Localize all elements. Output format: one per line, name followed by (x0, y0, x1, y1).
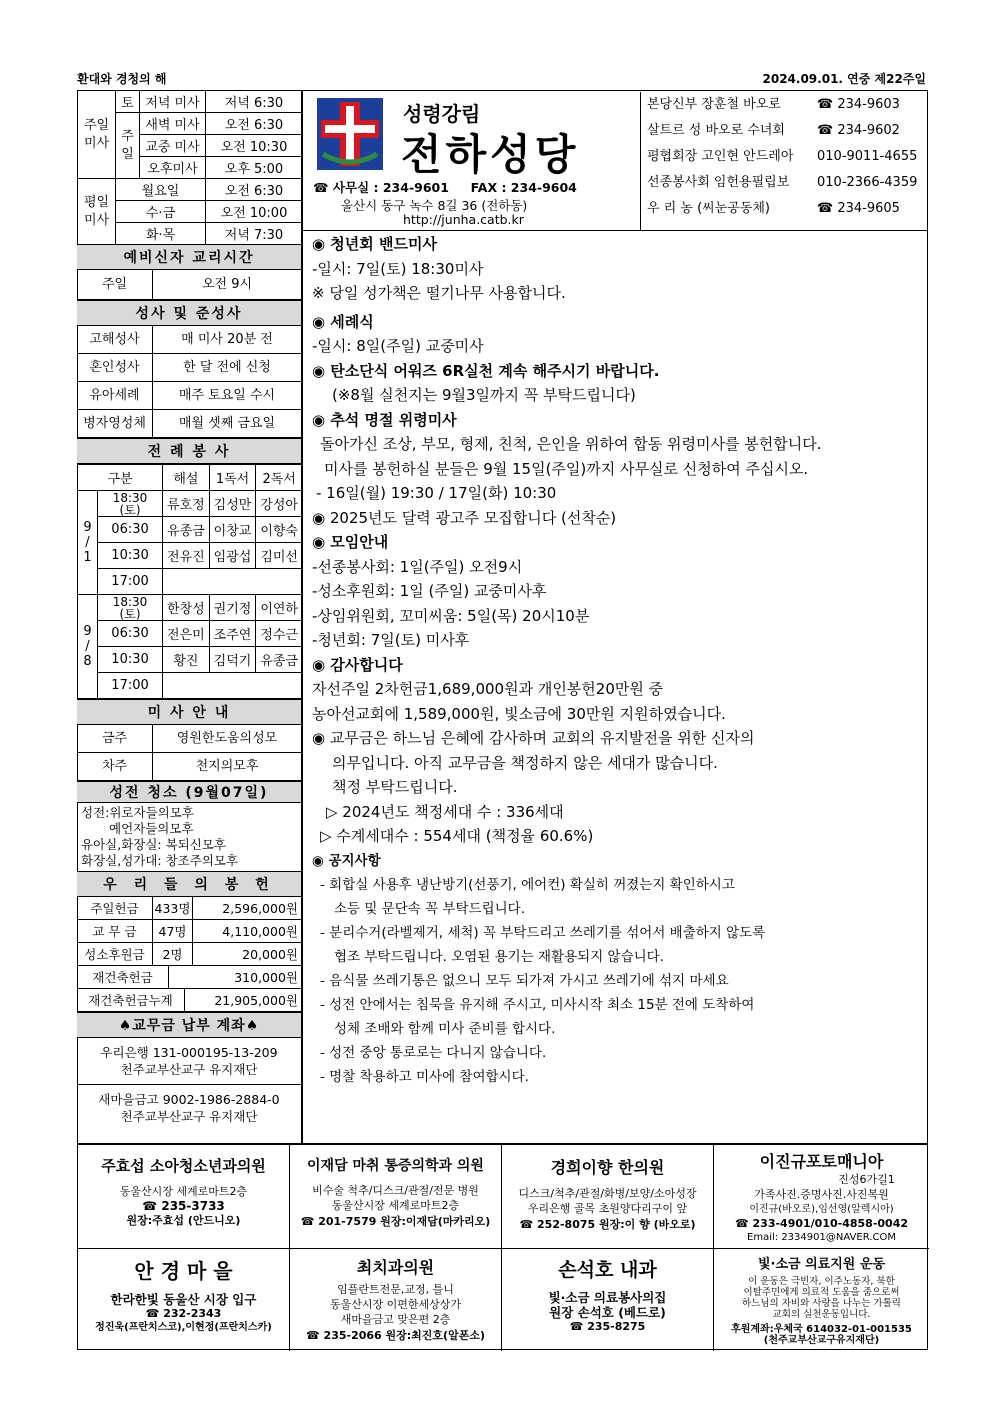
offering-amount: 2,596,000원 (222, 901, 298, 916)
notice-title: ◉ 감사합니다 (312, 655, 403, 674)
offering-amount: 4,110,000원 (222, 924, 298, 939)
contact-row (641, 170, 928, 196)
ad-light-salt (714, 1249, 929, 1351)
contact-name: 선종봉사회 임헌용필립보 (647, 175, 790, 190)
notice-line: 미사를 봉헌하실 분들은 9월 15일(주일)까지 사무실로 신청하여 주십시오. (324, 459, 809, 478)
ad-title: 이재담 마취 통증의학과 의원 (307, 1158, 484, 1174)
ad-text: 교회의 실천운동입니다. (772, 1309, 871, 1320)
ad-text: 이진규(바오로),임선영(알렉시아) (749, 1204, 894, 1215)
ad-dental (290, 1249, 502, 1351)
contact-phone: 010-9011-4655 (817, 149, 918, 164)
contact-row (641, 92, 928, 118)
account-holder: 천주교부산교구 유지재단 (120, 1062, 258, 1077)
mass-day: 화·목 (116, 223, 206, 245)
church-office: ☎ 사무실 : 234-9601 FAX : 234-9604 (313, 180, 577, 195)
contact-phone: 010-2366-4359 (817, 175, 918, 190)
liturgy-table (77, 464, 303, 699)
contact-row (641, 144, 928, 170)
mass-time: 오전 6:30 (206, 113, 303, 135)
ad-text: 동울산시장 세계로마트2층 (331, 1199, 460, 1212)
ad-phone: ☎ 235-2066 원장:최진호(알폰소) (306, 1329, 485, 1342)
liturgy-cell: 정수근 (256, 621, 303, 647)
cleaning-list (77, 803, 301, 871)
mass-info-value: 영원한도움의성모 (176, 731, 278, 746)
church-url[interactable]: http://junha.catb.kr (403, 212, 524, 227)
notice-line: 의무입니다. 아직 교무금을 책정하지 않은 세대가 많습니다. (332, 753, 718, 772)
account-number: 새마을금고 9002-1986-2884-0 (98, 1092, 280, 1107)
church-address: 울산시 동구 녹수 8길 36 (전하동) (341, 198, 528, 213)
liturgy-time: 06:30 (98, 621, 163, 647)
mass-name: 오후미사 (140, 157, 206, 179)
ad-phone: ☎ 252-8075 원장:이 향 (바오로) (519, 1218, 696, 1231)
contact-phone: ☎ 234-9602 (817, 123, 900, 138)
liturgy-cell: 류호정 (163, 491, 210, 517)
offering-key: 재건축헌금누계 (77, 989, 185, 1011)
cleaning-line: 성전:위로자들의모후 (81, 805, 194, 820)
mass-name: 교중 미사 (140, 135, 206, 157)
sacrament-info: 한 달 전에 신청 (183, 360, 271, 375)
notice-line: - 성전 중앙 통로로는 다니지 않습니다. (320, 1044, 547, 1061)
contact-name: 살트르 성 바오로 수녀회 (647, 123, 785, 138)
ad-phone: ☎ 235-3733 (142, 1199, 225, 1213)
ad-optician (78, 1249, 290, 1351)
mass-day: 수·금 (116, 201, 206, 223)
liturgy-cell: 한창성 (163, 595, 210, 621)
ad-text: 가족사진.증명사진.사진복원 (754, 1188, 889, 1201)
notice-line: (※8월 실천지는 9월3일까지 꼭 부탁드립니다) (332, 386, 636, 404)
liturgy-title: 전 례 봉 사 (77, 438, 301, 464)
ad-text: 원장 손석호 (베드로) (549, 1305, 666, 1320)
liturgy-cell: 김덕기 (209, 647, 256, 673)
contact-phone: ☎ 234-9605 (817, 201, 900, 216)
offering-key: 재건축헌금 (77, 966, 169, 988)
ad-text: 임플란트전문,교정, 틀니 (337, 1283, 454, 1296)
liturgy-time: 10:30 (98, 543, 163, 569)
ads-section (77, 1144, 928, 1350)
notice-line: -일시: 7일(토) 18:30미사 (312, 259, 484, 278)
notice-line: - 명찰 착용하고 미사에 참여합시다. (320, 1068, 529, 1085)
ad-text: 새마을금고 맞은편 2층 (340, 1313, 451, 1326)
notice-line: -선종봉사회: 1일(주일) 오전9시 (312, 557, 523, 576)
liturgy-cell: 김미선 (256, 543, 303, 569)
notice-line: ※ 당일 성가책은 떨기나무 사용합니다. (312, 284, 566, 302)
offering-count: 47명 (153, 920, 193, 942)
notice-line: 자선주일 2차헌금1,689,000원과 개인봉헌20만원 중 (312, 680, 664, 698)
ad-title: 이진규포토매니아 (759, 1152, 884, 1171)
mass-time: 오전 10:30 (206, 135, 303, 157)
mass-name: 새벽 미사 (140, 113, 206, 135)
ad-text: 비수술 척추/디스크/관절/전문 병원 (312, 1184, 479, 1197)
notice-title: ◉ 청년회 밴드미사 (312, 235, 437, 253)
liturgy-cell: 이창교 (209, 517, 256, 543)
contact-name: 평협회장 고인현 안드레아 (647, 149, 794, 164)
offering-amount: 310,000원 (234, 970, 298, 985)
account-number: 우리은행 131-000195-13-209 (100, 1045, 278, 1060)
notice-title: ◉ 탄소단식 어워즈 6R실천 계속 해주시기 바랍니다. (312, 361, 660, 380)
ad-text: 동울산시장 이편한세상상가 (329, 1298, 461, 1311)
ad-phone: ☎ 201-7579 원장:이재담(마카리오) (300, 1215, 491, 1228)
sacrament-name: 병자영성체 (77, 410, 153, 437)
cleaning-line: 예언자들의모후 (109, 821, 194, 836)
ad-text: 진성6가길1 (838, 1173, 895, 1186)
liturgy-time: 10:30 (98, 647, 163, 673)
notice-line: ▷ 2024년도 책정세대 수 : 336세대 (326, 802, 564, 821)
offering-key: 주일헌금 (77, 897, 153, 919)
liturgy-cell: 권기정 (209, 595, 256, 621)
offering-amount: 21,905,000원 (214, 993, 298, 1008)
offering-amount: 20,000원 (242, 947, 298, 962)
notice-line: -성소후원회: 1일 (주일) 교중미사후 (312, 582, 547, 600)
notice-line: 농아선교회에 1,589,000원, 빛소금에 30만원 지원하였습니다. (312, 704, 726, 723)
liturgy-date: 9 / 8 (78, 595, 98, 699)
notice-title: ◉ 공지사항 (312, 852, 381, 869)
liturgy-cell: 전유진 (163, 543, 210, 569)
liturgy-cell-empty (163, 673, 303, 699)
notice-line: -청년회: 7일(토) 미사후 (312, 631, 470, 649)
liturgy-time: 17:00 (98, 673, 163, 699)
notice-line: 협조 부탁드립니다. 오염된 용기는 재활용되지 않습니다. (334, 948, 664, 965)
mass-time: 오전 10:00 (206, 201, 303, 223)
sacrament-info: 매월 셋째 금요일 (178, 416, 276, 431)
sunday-label: 주 일 (116, 113, 140, 179)
liturgy-cell: 유종금 (163, 517, 210, 543)
liturgy-cell: 유종금 (256, 647, 303, 673)
mass-info-key: 금주 (77, 725, 153, 752)
notice-line: -일시: 8일(주일) 교중미사 (312, 337, 484, 355)
ad-pediatrics (78, 1145, 290, 1249)
ad-text: 동울산시장 세계로마트2층 (119, 1185, 248, 1198)
cleaning-line: 유아실,화장실: 복되신모후 (81, 837, 226, 852)
mass-name: 저녁 미사 (140, 91, 206, 113)
notice-line: - 분리수거(라벨제거, 세척) 꼭 부탁드리고 쓰레기를 섞어서 배출하지 않도록 (320, 924, 766, 941)
liturgy-cell: 전은미 (163, 621, 210, 647)
contact-row (641, 118, 928, 144)
liturgy-cell: 김성만 (209, 491, 256, 517)
notice-line: - 음식물 쓰레기통은 없으니 모두 되가져 가시고 쓰레기에 섞지 마세요 (320, 972, 729, 989)
contact-row (641, 196, 928, 222)
offering-key: 성소후원금 (77, 943, 153, 965)
liturgy-cell: 이연하 (256, 595, 303, 621)
mass-time: 저녁 6:30 (206, 91, 303, 113)
cleaning-line: 화장실,성가대: 창조주의모후 (81, 853, 239, 868)
mass-day: 월요일 (116, 179, 206, 201)
liturgy-cell-empty (163, 569, 303, 595)
contact-name: 본당신부 장훈철 바오로 (647, 97, 781, 112)
notice-line: 책정 부탁드립니다. (332, 778, 458, 796)
liturgy-time: 06:30 (98, 517, 163, 543)
offering-count: 433명 (153, 897, 193, 919)
ad-title: 안 경 마 을 (134, 1259, 233, 1283)
ad-pain-clinic (290, 1145, 502, 1249)
account-holder: 천주교부산교구 유지재단 (120, 1109, 258, 1124)
ad-text: 원장:주효섭 (안드니오) (126, 1214, 241, 1227)
ad-text: 한라한빛 동울산 시장 입구 (110, 1292, 257, 1307)
liturgy-cell: 황진 (163, 647, 210, 673)
ad-account: 후원계좌:우체국 614032-01-001535 (731, 1324, 912, 1335)
notice-line: 성체 조배와 함께 미사 준비를 합시다. (334, 1020, 556, 1037)
contact-name: 우 리 농 (씨눈공동체) (647, 201, 771, 216)
sacrament-name: 유아세례 (77, 382, 153, 409)
sacraments-title: 성사 및 준성사 (77, 300, 301, 326)
ad-text: (천주교부산교구유지재단) (763, 1335, 880, 1346)
church-header (305, 92, 637, 230)
offering-key: 교 무 금 (77, 920, 153, 942)
liturgy-cell: 임광섭 (209, 543, 256, 569)
contacts (640, 92, 928, 230)
mass-info-title: 미 사 안 내 (77, 699, 301, 725)
ad-text: 빛·소금 의료봉사의집 (548, 1290, 667, 1305)
liturgy-time: 18:30 (토) (98, 491, 163, 517)
church-logo-icon (317, 98, 383, 170)
sacrament-info: 매 미사 20분 전 (181, 332, 273, 347)
ad-phone: ☎ 235-8275 (569, 1320, 646, 1333)
ad-text: 우리은행 골목 초원양다리구이 앞 (527, 1202, 688, 1215)
liturgy-cell: 강성아 (256, 491, 303, 517)
liturgy-date: 9 / 1 (78, 491, 98, 595)
cleaning-title: 성전 청소 (9월07일) (77, 781, 301, 803)
saturday-label: 토 (116, 91, 140, 113)
catechumen-time: 오전 9시 (201, 277, 253, 292)
church-subtitle: 성령강림 (403, 102, 481, 126)
notice-line: - 16일(월) 19:30 / 17일(화) 10:30 (316, 484, 557, 502)
sacrament-name: 혼인성사 (77, 354, 153, 381)
header-motto: 환대와 경청의 해 (77, 72, 167, 86)
ad-text: 이 운동은 극빈자, 이주노동자, 북한 (748, 1276, 895, 1287)
ad-text: 디스크/척추/관절/화병/보양/소아성장 (518, 1187, 697, 1200)
mass-time: 오전 6:30 (206, 179, 303, 201)
ad-title: 손석호 내과 (558, 1259, 657, 1281)
sunday-mass-label: 주일 미사 (78, 91, 116, 179)
ad-text: 정진욱(프란치스코),이현정(프란치스카) (95, 1322, 272, 1333)
offering-title: 우 리 들 의 봉 헌 (77, 871, 301, 897)
notice-line: - 회합실 사용후 냉난방기(선풍기, 에어컨) 확실히 꺼졌는지 확인하시고 (320, 876, 735, 893)
ad-text: 하느님의 자비와 사랑을 나누는 가톨릭 (742, 1298, 901, 1309)
ad-internal-medicine (502, 1249, 714, 1351)
sacrament-name: 고해성사 (77, 326, 153, 353)
liturgy-col: 2독서 (256, 465, 303, 491)
account-2 (77, 1085, 301, 1127)
notice-line: - 성전 안에서는 침묵을 유지해 주시고, 미사시작 최소 15분 전에 도착하여 (320, 996, 755, 1013)
accounts-title: ♠교무금 납부 계좌♠ (77, 1012, 301, 1038)
sacrament-info: 매주 토요일 수시 (178, 388, 276, 403)
ad-oriental-clinic (502, 1145, 714, 1249)
ad-title: 경희이향 한의원 (550, 1158, 665, 1177)
ad-phone: ☎ 233-4901/010-4858-0042 (734, 1217, 908, 1230)
ad-title: 주효섭 소아청소년과의원 (101, 1157, 266, 1175)
notice-line: -상임위원회, 꼬미씨움: 5일(목) 20시10분 (312, 606, 590, 625)
mass-info-key: 차주 (77, 753, 153, 780)
liturgy-col: 구분 (78, 465, 163, 491)
notice-line: 돌아가신 조상, 부모, 형제, 친척, 은인을 위하여 합동 위령미사를 봉헌합니다. (320, 435, 822, 453)
ad-email: Email: 2334901@NAVER.COM (747, 1232, 896, 1243)
header-date: 2024.09.01. 연중 제22주일 (762, 72, 926, 86)
liturgy-col: 해설 (163, 465, 210, 491)
liturgy-time: 18:30 (토) (98, 595, 163, 621)
mass-time: 저녁 7:30 (206, 223, 303, 245)
notice-title: ◉ 모임안내 (312, 533, 389, 551)
account-1 (77, 1038, 301, 1085)
left-column (77, 90, 303, 1144)
church-name: 전하성당 (401, 130, 580, 179)
mass-time: 오후 5:00 (206, 157, 303, 179)
liturgy-cell: 이향숙 (256, 517, 303, 543)
notice-line: ▷ 수계세대수 : 554세대 (책정율 60.6%) (320, 827, 594, 845)
offering-count: 2명 (153, 943, 193, 965)
liturgy-time: 17:00 (98, 569, 163, 595)
ad-photo-studio (714, 1145, 929, 1249)
notice-line: 소등 및 문단속 꼭 부탁드립니다. (334, 900, 525, 917)
notice-title: ◉ 추석 명절 위령미사 (312, 410, 457, 429)
header-divider (303, 230, 928, 231)
notice-line: ◉ 2025년도 달력 광고주 모집합니다 (선착순) (312, 508, 617, 527)
ad-title: 빛·소금 의료지원 운동 (757, 1257, 885, 1272)
ad-phone: ☎ 232-2343 (145, 1307, 222, 1320)
notices (312, 232, 924, 1089)
contact-phone: ☎ 234-9603 (817, 97, 900, 112)
ad-text: 이탈주민에게 의료적 도움을 줌으로써 (743, 1287, 900, 1298)
weekday-mass-label: 평일 미사 (78, 179, 116, 245)
catechumen-title: 예비신자 교리시간 (77, 244, 301, 270)
liturgy-cell: 조주연 (209, 621, 256, 647)
notice-line: ◉ 교무금은 하느님 은혜에 감사하며 교회의 유지발전을 위한 신자의 (312, 729, 755, 747)
liturgy-col: 1독서 (209, 465, 256, 491)
catechumen-day: 주일 (77, 270, 153, 299)
mass-schedule-table (77, 90, 303, 245)
mass-info-value: 천지의모후 (195, 759, 259, 774)
ad-title: 최치과의원 (356, 1258, 435, 1277)
notice-title: ◉ 세례식 (312, 312, 374, 331)
